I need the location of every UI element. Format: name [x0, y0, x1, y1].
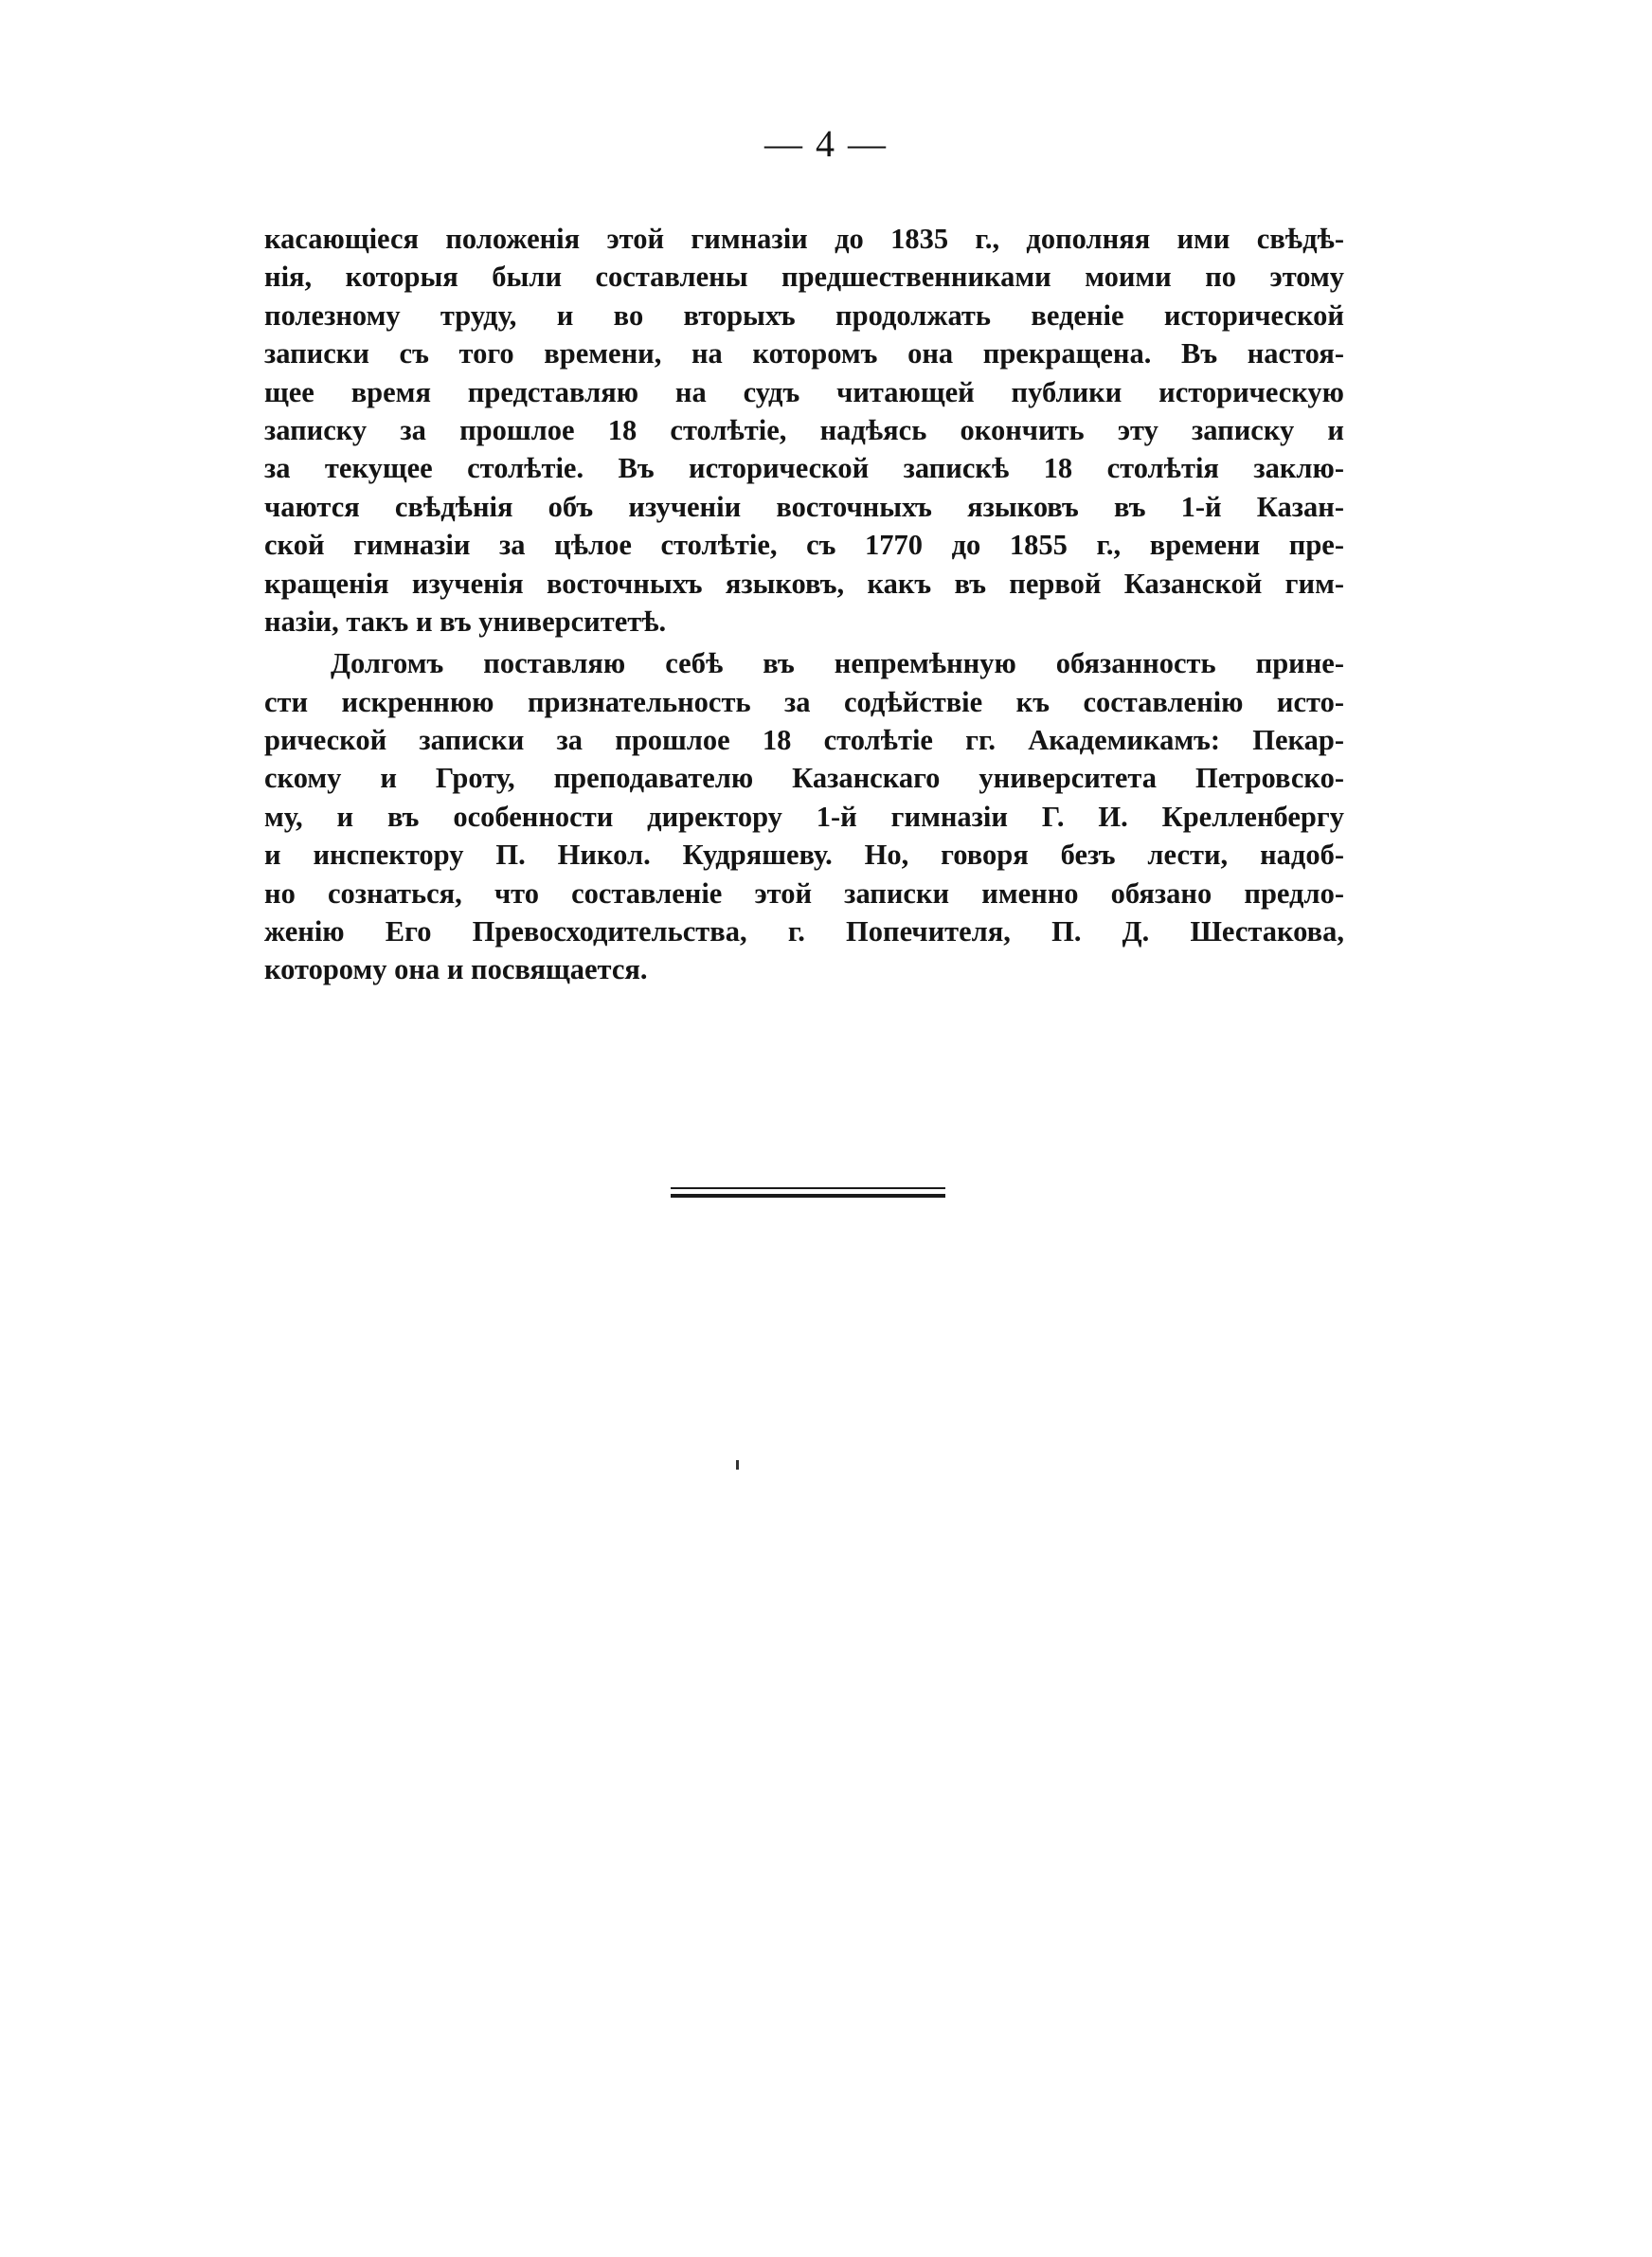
- paragraph-2: [264, 644, 1344, 989]
- text-line: скому и Гроту, преподавателю Казанскаго университета Петровско-: [264, 762, 1344, 795]
- text-line: которому она и посвящается.: [264, 953, 648, 986]
- divider-rule-bottom: [671, 1194, 945, 1198]
- text-line: касающіеся положенія этой гимназіи до 1835 г., дополняя ими свѣдѣ-: [264, 223, 1344, 255]
- text-line: но сознаться, что составленіе этой записки именно обязано предло-: [264, 876, 1344, 910]
- text-line: и инспектору П. Никол. Кудряшеву. Но, говоря безъ лести, надоб-: [264, 839, 1344, 872]
- text-line: женію Его Превосходительства, г. Попечителя, П. Д. Шестакова,: [264, 915, 1344, 948]
- print-speck: [736, 1460, 739, 1470]
- text-line: Долгомъ поставляю себѣ въ непремѣнную обязанность прине-: [331, 647, 1344, 680]
- text-line: за текущее столѣтіе. Въ исторической запискѣ 18 столѣтія заклю-: [264, 452, 1344, 485]
- text-line: щее время представляю на судъ читающей публики историческую: [264, 375, 1344, 408]
- text-line: чаются свѣдѣнія объ изученіи восточныхъ языковъ въ 1-й Казан-: [264, 490, 1344, 523]
- divider-rule-top: [671, 1187, 945, 1189]
- text-line: записки съ того времени, на которомъ она прекращена. Въ настоя-: [264, 337, 1344, 370]
- text-line: ской гимназіи за цѣлое столѣтіе, съ 1770 до 1855 г., времени пре-: [264, 529, 1344, 562]
- text-line: нія, которыя были составлены предшественниками моими по этому: [264, 261, 1344, 294]
- text-line: записку за прошлое 18 столѣтіе, надѣясь окончить эту записку и: [264, 413, 1344, 446]
- text-line: назіи, такъ и въ университетѣ.: [264, 605, 667, 638]
- text-line: му, и въ особенности директору 1-й гимназіи Г. И. Крелленбергу: [264, 800, 1344, 833]
- body-text: [264, 220, 1344, 989]
- text-line: рической записки за прошлое 18 столѣтіе гг. Академикамъ: Пекар-: [264, 724, 1344, 757]
- page-number: — 4 —: [764, 122, 888, 165]
- paragraph-1: [264, 220, 1344, 641]
- text-line: полезному труду, и во вторыхъ продолжать веденіе исторической: [264, 298, 1344, 332]
- text-line: кращенія изученія восточныхъ языковъ, какъ въ первой Казанской гим-: [264, 567, 1344, 600]
- text-line: сти искреннюю признательность за содѣйствіе къ составленію исто-: [264, 685, 1344, 718]
- section-divider: [671, 1187, 945, 1202]
